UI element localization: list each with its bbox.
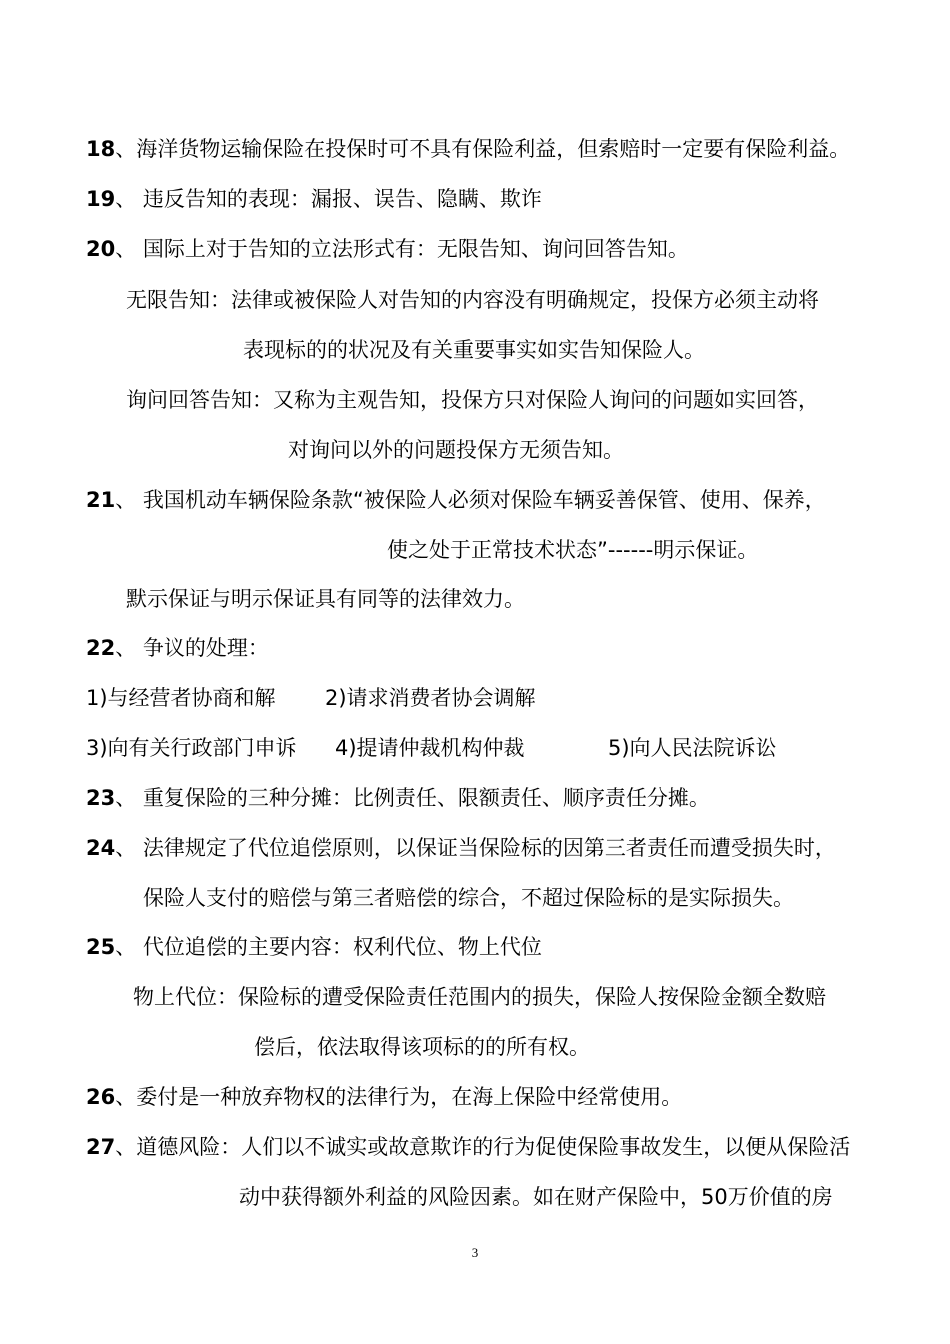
item-separator: 、	[115, 187, 143, 211]
dispute-option-1: 1)与经营者协商和解	[86, 686, 276, 710]
item-21	[86, 485, 826, 515]
item-text: 争议的处理：	[142, 636, 269, 660]
item-number: 23	[86, 786, 116, 810]
dispute-option-5: 5)向人民法院诉讼	[608, 736, 777, 760]
item-separator: 、	[115, 488, 143, 512]
item-text: 代位追偿的主要内容：权利代位、物上代位	[142, 935, 542, 959]
item-text: 道德风险：人们以不诚实或故意欺诈的行为促使保险事故发生，以便从保险活	[136, 1135, 851, 1159]
item-25	[86, 932, 542, 962]
item-20-detail-2: 表现标的的状况及有关重要事实如实告知保险人。	[243, 338, 705, 362]
item-separator: 、	[115, 1085, 137, 1109]
item-20-detail-1: 无限告知：法律或被保险人对告知的内容没有明确规定，投保方必须主动将	[126, 288, 819, 312]
item-separator: 、	[115, 1135, 137, 1159]
item-21-detail-2: 默示保证与明示保证具有同等的法律效力。	[126, 587, 525, 611]
item-22	[86, 633, 269, 663]
item-20-detail-4: 对询问以外的问题投保方无须告知。	[288, 438, 624, 462]
item-separator: 、	[115, 237, 143, 261]
item-number: 21	[86, 488, 116, 512]
item-23	[86, 783, 710, 813]
item-separator: 、	[115, 137, 137, 161]
item-25-detail-1: 物上代位：保险标的遭受保险责任范围内的损失，保险人按保险金额全数赔	[133, 985, 826, 1009]
item-20-detail-3: 询问回答告知：又称为主观告知，投保方只对保险人询问的问题如实回答，	[126, 388, 819, 412]
item-text: 法律规定了代位追偿原则，以保证当保险标的因第三者责任而遭受损失时，	[142, 836, 836, 860]
page-number: 3	[471, 1245, 479, 1260]
item-number: 24	[86, 836, 116, 860]
item-separator: 、	[115, 786, 143, 810]
item-24-detail-1: 保险人支付的赔偿与第三者赔偿的综合，不超过保险标的是实际损失。	[143, 886, 794, 910]
item-number: 26	[86, 1085, 116, 1109]
item-text: 违反告知的表现：漏报、误告、隐瞒、欺诈	[142, 187, 542, 211]
item-27	[86, 1132, 850, 1162]
item-text: 国际上对于告知的立法形式有：无限告知、询问回答告知。	[142, 237, 689, 261]
item-number: 25	[86, 935, 116, 959]
item-25-detail-2: 偿后，依法取得该项标的的所有权。	[254, 1035, 590, 1059]
item-21-detail-1: 使之处于正常技术状态”------明示保证。	[387, 538, 759, 562]
item-text: 重复保险的三种分摊：比例责任、限额责任、顺序责任分摊。	[142, 786, 710, 810]
item-19	[86, 184, 542, 214]
item-number: 27	[86, 1135, 116, 1159]
item-20	[86, 234, 689, 264]
item-text: 我国机动车辆保险条款“被保险人必须对保险车辆妥善保管、使用、保养，	[142, 488, 826, 512]
item-separator: 、	[115, 636, 143, 660]
item-24	[86, 833, 836, 863]
item-text: 委付是一种放弃物权的法律行为，在海上保险中经常使用。	[136, 1085, 683, 1109]
item-number: 19	[86, 187, 116, 211]
item-18	[86, 134, 850, 164]
item-number: 18	[86, 137, 116, 161]
item-number: 22	[86, 636, 116, 660]
dispute-option-2: 2)请求消费者协会调解	[325, 686, 536, 710]
item-26	[86, 1082, 682, 1112]
item-text: 海洋货物运输保险在投保时可不具有保险利益，但索赔时一定要有保险利益。	[136, 137, 851, 161]
item-number: 20	[86, 237, 116, 261]
item-separator: 、	[115, 836, 143, 860]
item-separator: 、	[115, 935, 143, 959]
dispute-option-4: 4)提请仲裁机构仲裁	[335, 736, 525, 760]
item-27-detail-1: 动中获得额外利益的风险因素。如在财产保险中，50万价值的房	[239, 1185, 833, 1209]
dispute-option-3: 3)向有关行政部门申诉	[86, 736, 297, 760]
